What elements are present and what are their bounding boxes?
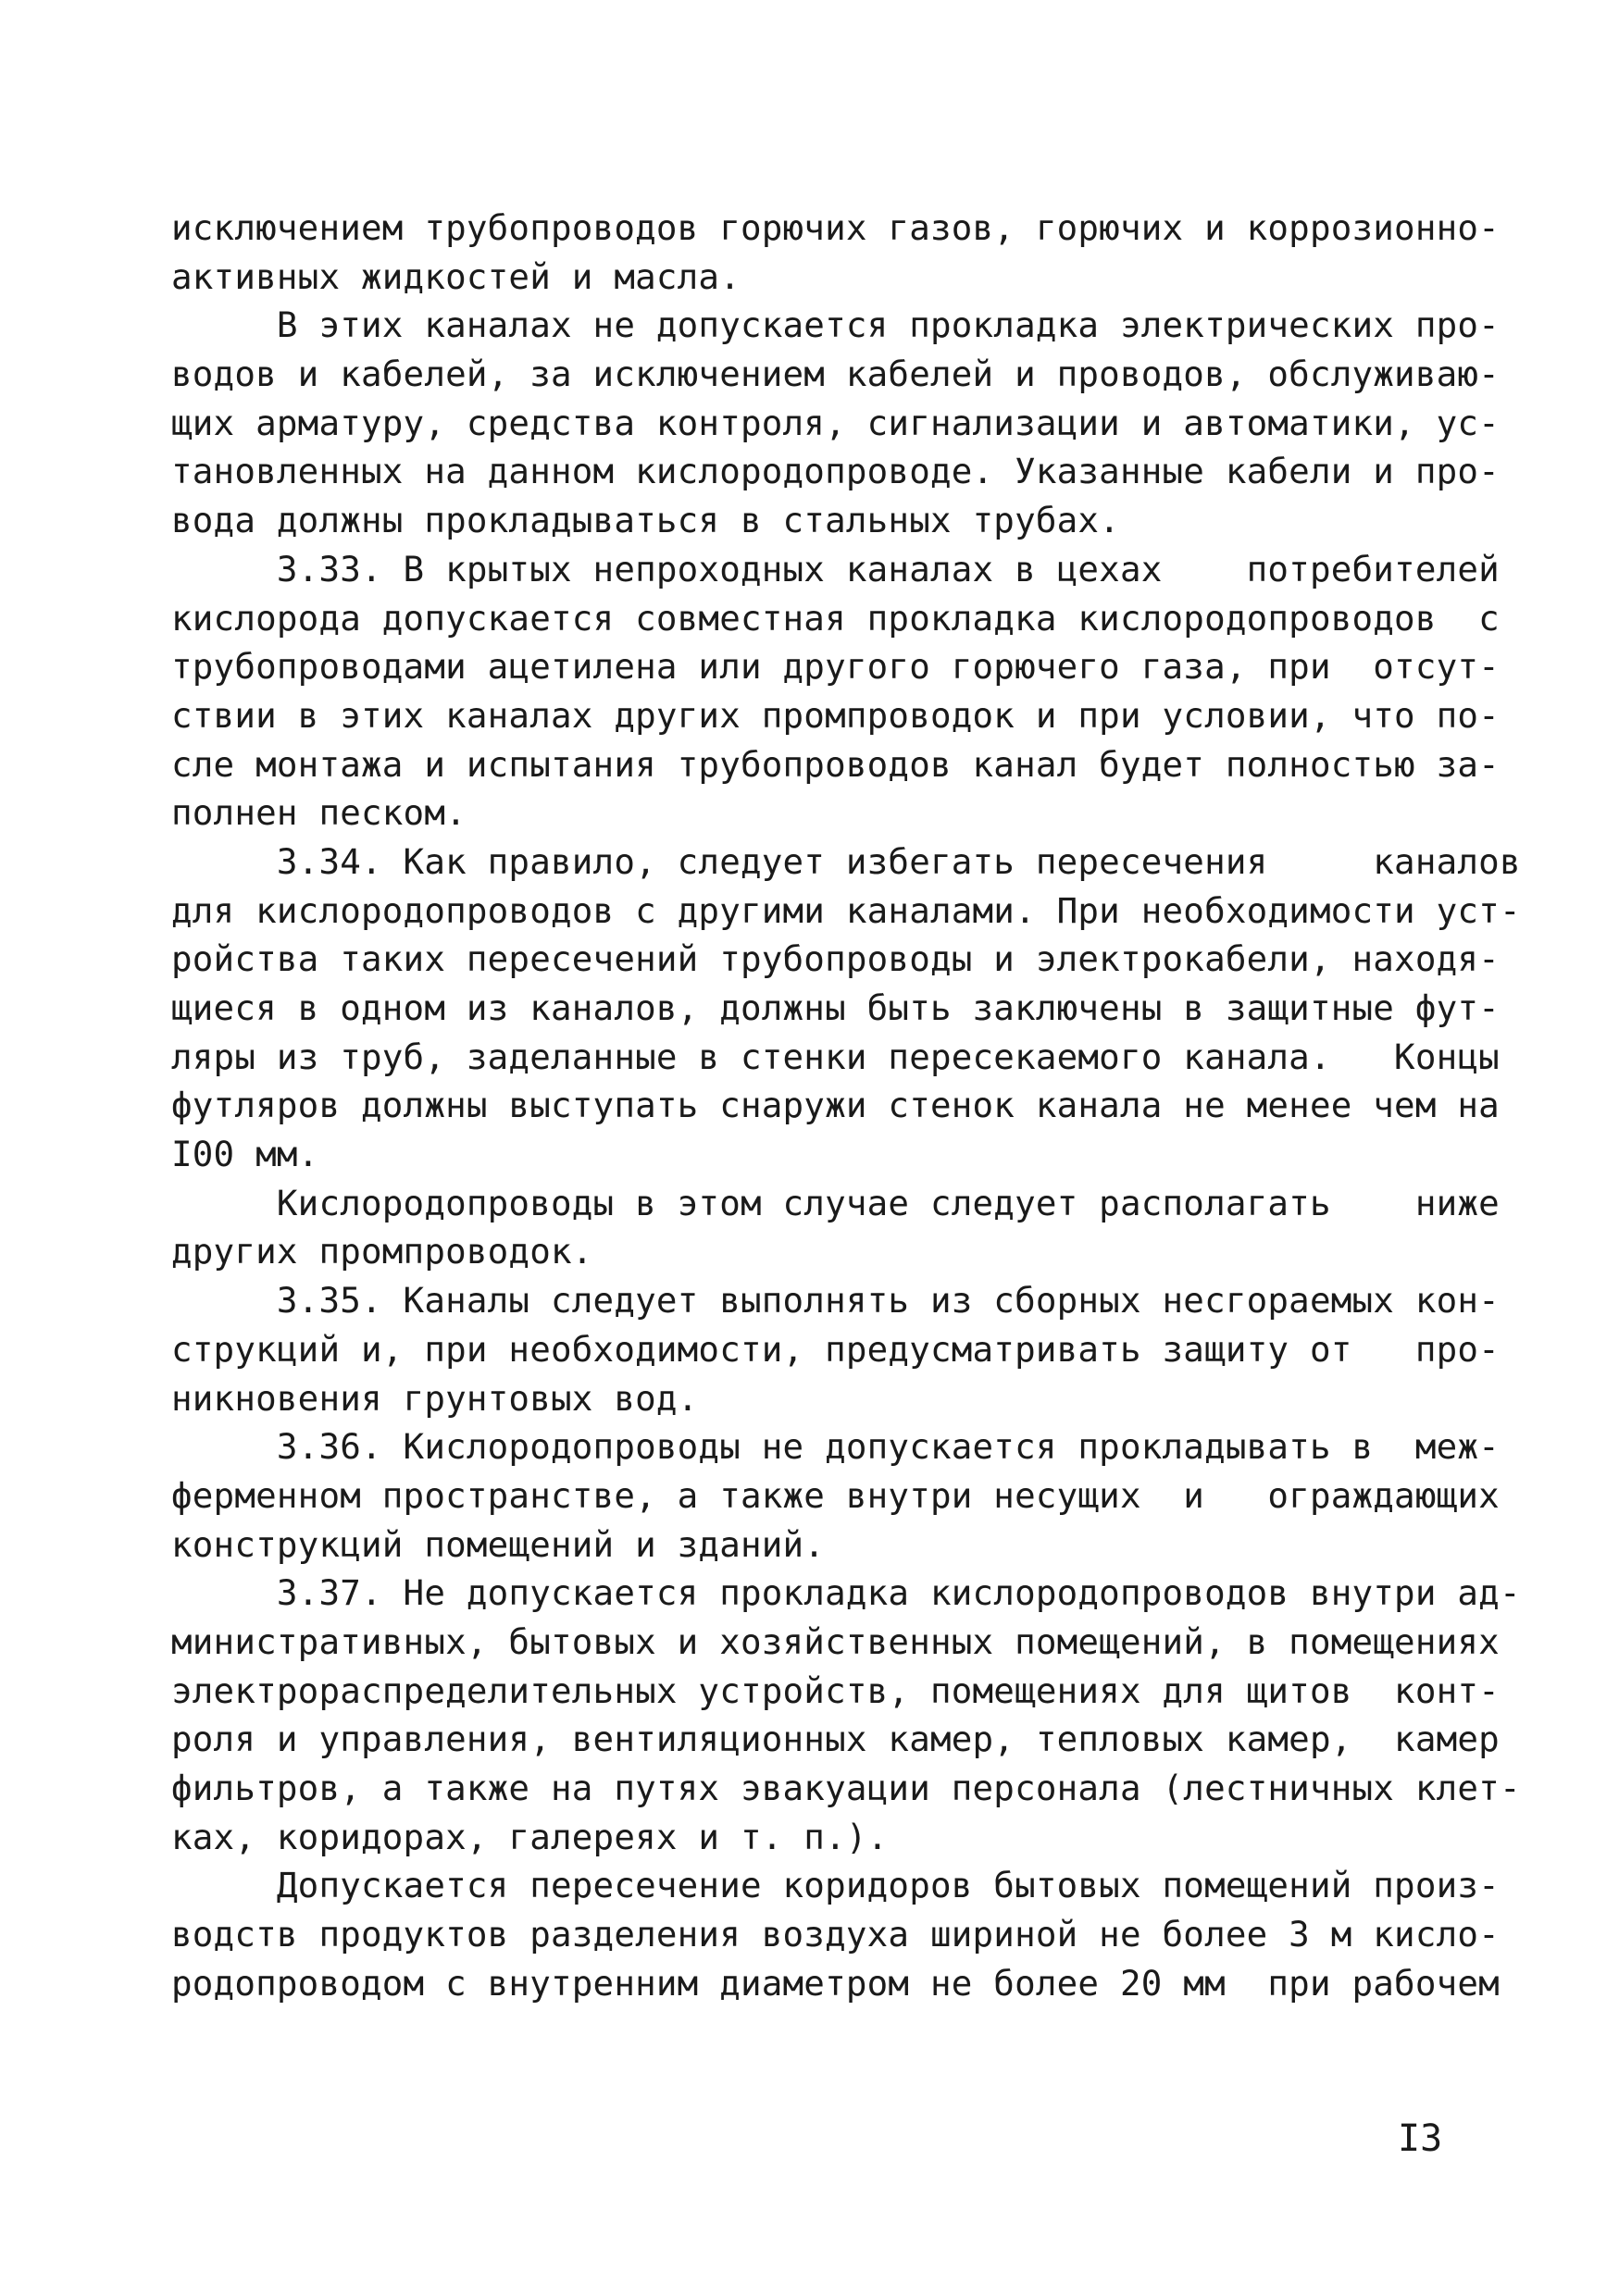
- text-line: исключением трубопроводов горючих газов, горючих и коррозионно-: [171, 207, 1500, 248]
- text-line: родопроводом с внутренним диаметром не более 20 мм при рабочем: [171, 1962, 1500, 2004]
- text-line: трубопроводами ацетилена или другого горючего газа, при отсут-: [171, 646, 1500, 688]
- text-line: электрораспределительных устройств, помещениях для щитов конт-: [171, 1669, 1500, 1711]
- text-line: 3.35. Каналы следует выполнять из сборных несгораемых кон-: [171, 1280, 1500, 1322]
- page-number: I3: [1398, 2117, 1443, 2160]
- text-line: роля и управления, вентиляционных камер, тепловых камер, камер: [171, 1719, 1500, 1760]
- text-line: ках, коридорах, галереях и т. п.).: [171, 1816, 889, 1857]
- text-line: струкций и, при необходимости, предусматривать защиту от про-: [171, 1328, 1500, 1370]
- text-line: Кислородопроводы в этом случае следует располагать ниже: [171, 1182, 1500, 1223]
- text-line: никновения грунтовых вод.: [171, 1377, 699, 1419]
- text-line: других промпроводок.: [171, 1231, 593, 1272]
- text-line: Допускается пересечение коридоров бытовых помещений произ-: [171, 1865, 1500, 1906]
- text-line: ствии в этих каналах других промпроводок и при условии, что по-: [171, 694, 1500, 736]
- text-line: полнен песком.: [171, 792, 467, 834]
- text-line: В этих каналах не допускается прокладка электрических про-: [171, 304, 1500, 346]
- text-line: конструкций помещений и зданий.: [171, 1523, 826, 1565]
- text-line: кислорода допускается совместная прокладка кислородопроводов с: [171, 597, 1500, 639]
- text-line: 3.37. Не допускается прокладка кислородопроводов внутри ад-: [171, 1572, 1521, 1614]
- text-line: ферменном пространстве, а также внутри несущих и ограждающих: [171, 1474, 1500, 1516]
- text-line: футляров должны выступать снаружи стенок канала не менее чем на: [171, 1085, 1500, 1126]
- text-line: щих арматуру, средства контроля, сигнализации и автоматики, ус-: [171, 402, 1500, 443]
- text-line: министративных, бытовых и хозяйственных помещений, в помещениях: [171, 1620, 1500, 1662]
- text-line: 3.34. Как правило, следует избегать пересечения каналов: [171, 840, 1521, 882]
- text-line: для кислородопроводов с другими каналами. При необходимости уст-: [171, 889, 1521, 931]
- text-line: сле монтажа и испытания трубопроводов канал будет полностью за-: [171, 743, 1500, 785]
- text-line: водств продуктов разделения воздуха шириной не более 3 м кисло-: [171, 1914, 1500, 1955]
- text-line: водов и кабелей, за исключением кабелей и проводов, обслуживаю-: [171, 354, 1500, 395]
- text-line: ляры из труб, заделанные в стенки пересекаемого канала. Концы: [171, 1036, 1500, 1077]
- text-line: I00 мм.: [171, 1134, 319, 1175]
- text-line: активных жидкостей и масла.: [171, 255, 741, 297]
- text-line: щиеся в одном из каналов, должны быть заключены в защитные фут-: [171, 987, 1500, 1028]
- text-line: вода должны прокладываться в стальных трубах.: [171, 500, 1120, 541]
- text-line: фильтров, а также на путях эвакуации персонала (лестничных клет-: [171, 1768, 1521, 1808]
- body-text: [171, 204, 1521, 2007]
- text-line: тановленных на данном кислородопроводе. Указанные кабели и про-: [171, 451, 1500, 492]
- text-line: 3.36. Кислородопроводы не допускается прокладывать в меж-: [171, 1426, 1500, 1468]
- text-line: ройства таких пересечений трубопроводы и электрокабели, находя-: [171, 938, 1500, 980]
- text-line: 3.33. В крытых непроходных каналах в цехах потребителей: [171, 548, 1500, 590]
